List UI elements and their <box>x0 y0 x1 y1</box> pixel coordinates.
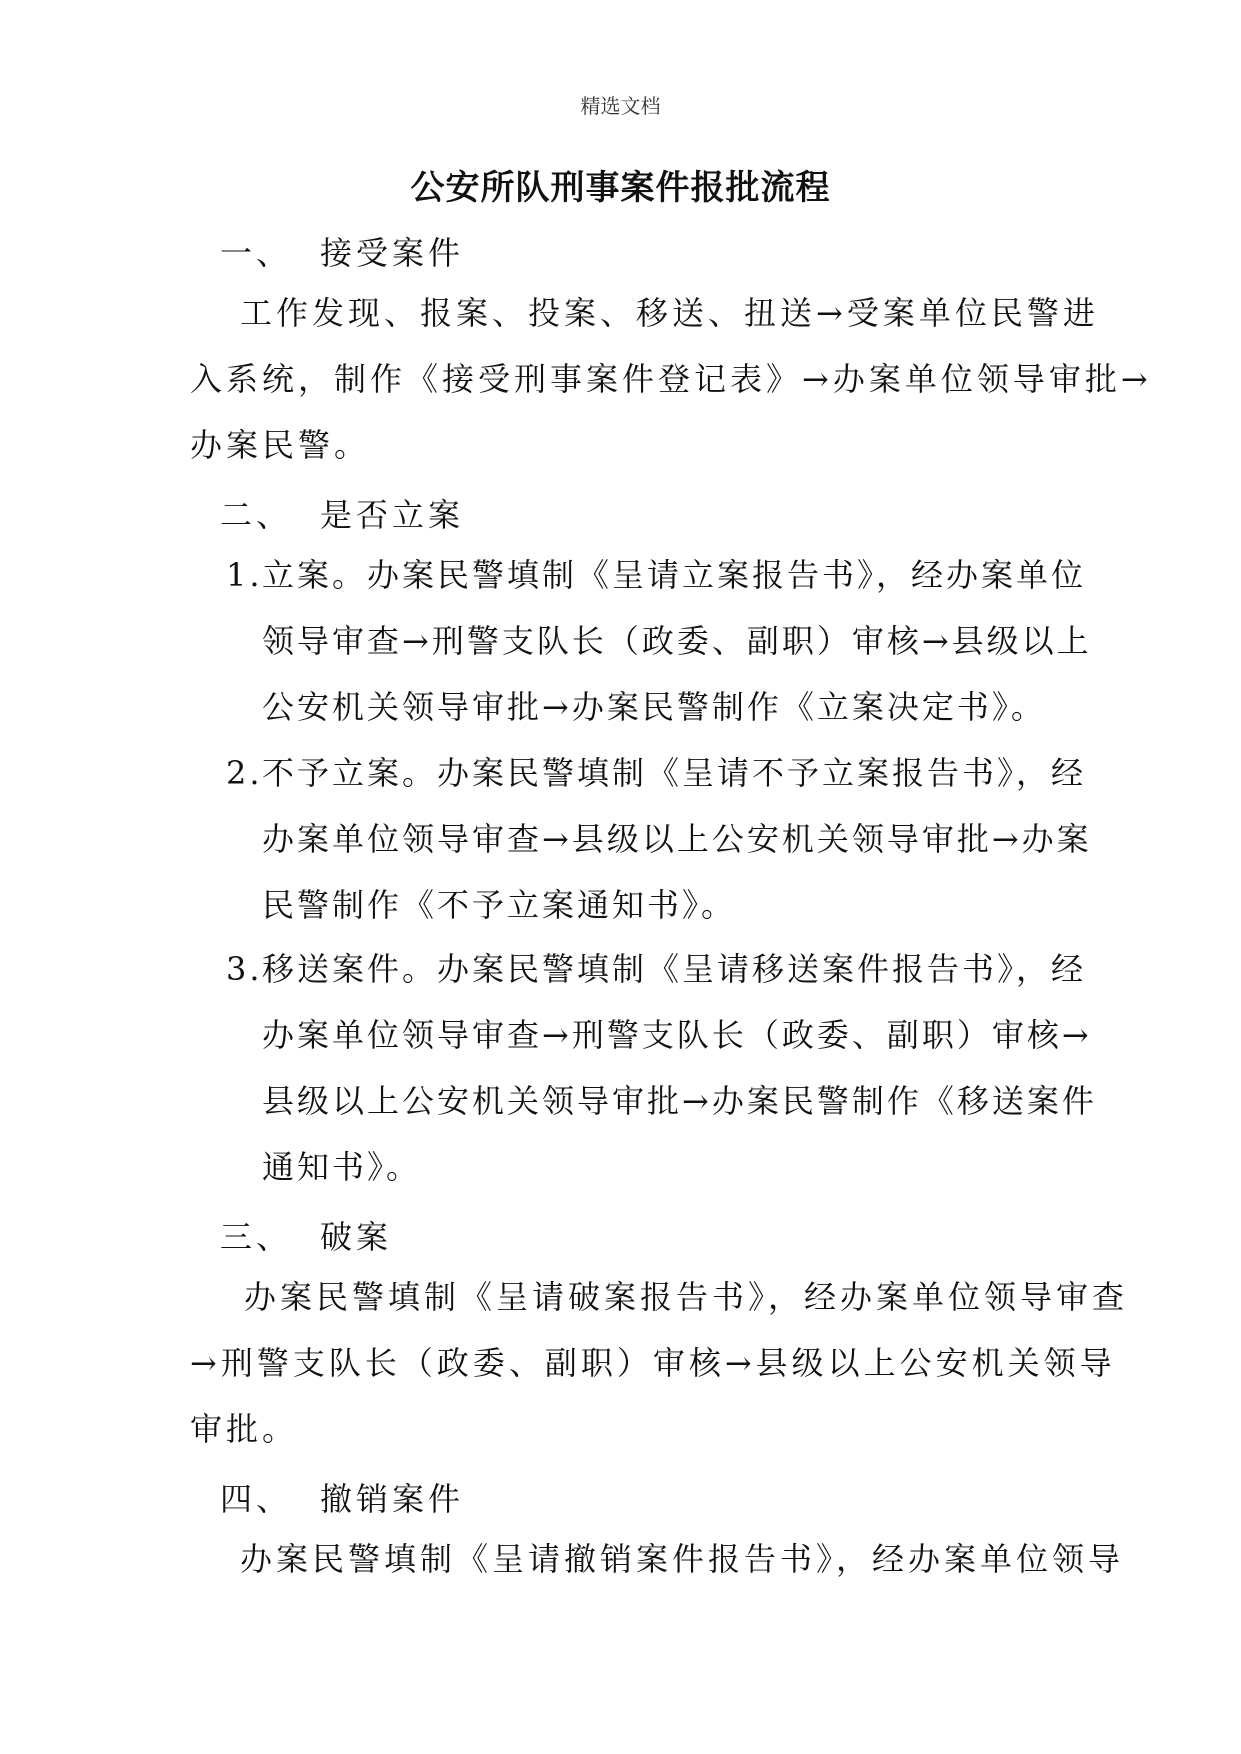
section-title: 是否立案 <box>320 496 465 534</box>
section-number: 四、 <box>220 1480 293 1518</box>
item-line: 通知书》。 <box>262 1148 422 1186</box>
list-item <box>226 542 1087 608</box>
page-header: 精选文档 <box>580 94 661 118</box>
paragraph-line: 办案民警。 <box>190 426 371 464</box>
item-line: 不予立案。办案民警填制《呈请不予立案报告书》，经 <box>262 754 1087 792</box>
section-number: 二、 <box>220 496 293 534</box>
item-number: 3. <box>226 950 263 988</box>
item-line: 移送案件。办案民警填制《呈请移送案件报告书》，经 <box>262 950 1087 988</box>
list-item <box>226 740 1087 806</box>
item-line: 公安机关领导审批→办案民警制作《立案决定书》。 <box>262 688 1046 726</box>
item-line: 办案单位领导审查→刑警支队长（政委、副职）审核→ <box>262 1016 1092 1054</box>
section-title: 接受案件 <box>320 234 465 272</box>
item-line: 领导审查→刑警支队长（政委、副职）审核→县级以上 <box>262 622 1092 660</box>
section-title: 撤销案件 <box>320 1480 465 1518</box>
item-line: 民警制作《不予立案通知书》。 <box>262 886 737 924</box>
paragraph-line: 审批。 <box>190 1410 299 1448</box>
document-title: 公安所队刑事案件报批流程 <box>410 168 831 208</box>
paragraph-line: →刑警支队长（政委、副职）审核→县级以上公安机关领导 <box>190 1344 1116 1382</box>
paragraph-line: 入系统，制作《接受刑事案件登记表》→办案单位领导审批→ <box>190 360 1152 398</box>
paragraph-line: 办案民警填制《呈请破案报告书》，经办案单位领导审查 <box>244 1278 1129 1316</box>
section-heading <box>220 1212 392 1258</box>
item-number: 1. <box>226 556 263 594</box>
section-title: 破案 <box>320 1218 393 1256</box>
paragraph-line: 办案民警填制《呈请撤销案件报告书》，经办案单位领导 <box>240 1540 1125 1578</box>
item-line: 办案单位领导审查→县级以上公安机关领导审批→办案 <box>262 820 1092 858</box>
item-line: 立案。办案民警填制《呈请立案报告书》，经办案单位 <box>262 556 1087 594</box>
section-heading <box>220 1474 464 1520</box>
section-number: 三、 <box>220 1218 293 1256</box>
section-heading <box>220 228 464 274</box>
list-item <box>226 936 1087 1002</box>
paragraph-line: 工作发现、报案、投案、移送、扭送→受案单位民警进 <box>240 294 1099 332</box>
item-line: 县级以上公安机关领导审批→办案民警制作《移送案件 <box>262 1082 1097 1120</box>
item-number: 2. <box>226 754 263 792</box>
section-heading <box>220 490 464 536</box>
section-number: 一、 <box>220 234 293 272</box>
